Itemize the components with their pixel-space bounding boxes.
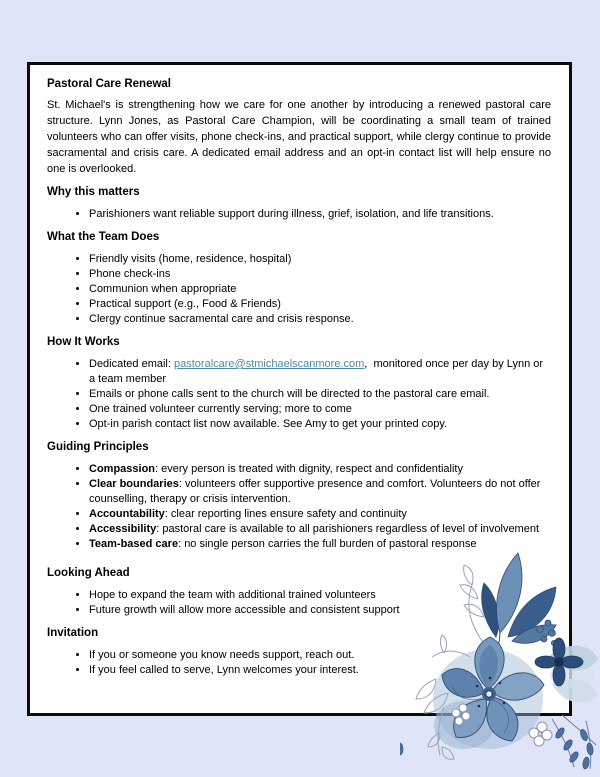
section-heading-looking-ahead: Looking Ahead: [47, 567, 130, 579]
list-item: • Team-based care: no single person carries the full burden of pastoral response: [89, 537, 551, 552]
bullet-list-guiding-principles: [47, 462, 551, 552]
bullet-list-why-this-matters: [47, 207, 551, 222]
list-item: • Clergy continue sacramental care and crisis response.: [89, 312, 551, 327]
section-invitation: [47, 626, 551, 678]
bullet-lead-in: Accessibility: [89, 523, 157, 535]
list-item: • Phone check-ins: [89, 267, 551, 282]
section-why-this-matters: [47, 185, 551, 222]
bullet-list-what-the-team-does: [47, 252, 551, 327]
list-item: • Future growth will allow more accessible and consistent support: [89, 603, 551, 618]
list-item: • Practical support (e.g., Food & Friends): [89, 297, 551, 312]
list-item: • Accessibility: pastoral care is available to all parishioners regardless of level of involvement: [89, 522, 551, 537]
section-what-the-team-does: [47, 230, 551, 327]
list-item: • If you or someone you know needs support, reach out.: [89, 648, 551, 663]
page-title: Pastoral Care Renewal: [47, 78, 172, 90]
intro-paragraph: St. Michael's is strengthening how we care for one another by introducing a renewed pastoral care structure. Lynn Jones, as Pastoral Care Champion, will be coordinating a small team of trained volunteers who can offer visits, phone check-ins, and practical support, while clergy continue to provide sacramental and crisis care. A dedicated email address and an opt-in contact list will help ensure no one is overlooked.: [47, 99, 551, 175]
bullet-lead-in: Compassion: [89, 463, 156, 475]
section-heading-guiding-principles: Guiding Principles: [47, 441, 149, 453]
list-item: • One trained volunteer currently serving; more to come: [89, 402, 551, 417]
bullet-list-how-it-works: [47, 357, 551, 432]
email-link[interactable]: pastoralcare@stmichaelscanmore.com: [174, 358, 365, 370]
section-heading-how-it-works: How It Works: [47, 336, 120, 348]
bullet-list-invitation: [47, 648, 551, 678]
list-item: • Compassion: every person is treated with dignity, respect and confidentiality: [89, 462, 551, 477]
list-item: • Parishioners want reliable support during illness, grief, isolation, and life transitions.: [89, 207, 551, 222]
list-item: • If you feel called to serve, Lynn welcomes your interest.: [89, 663, 551, 678]
list-item: • Friendly visits (home, residence, hospital): [89, 252, 551, 267]
list-item: • Clear boundaries: volunteers offer supportive presence and comfort. Volunteers do not offer counselling, therapy or crisis intervention.: [89, 477, 551, 507]
list-item: • Opt-in parish contact list now available. See Amy to get your printed copy.: [89, 417, 551, 432]
list-item: • Dedicated email: pastoralcare@stmichaelscanmore.com, monitored once per day by Lynn or a team member: [89, 357, 551, 387]
section-guiding-principles: [47, 440, 551, 552]
document-card: [27, 62, 572, 716]
section-heading-invitation: Invitation: [47, 627, 99, 639]
bullet-lead-in: Team-based care: [89, 538, 179, 550]
list-item: • Communion when appropriate: [89, 282, 551, 297]
section-looking-ahead: [47, 566, 551, 618]
list-item: • Hope to expand the team with additional trained volunteers: [89, 588, 551, 603]
bullet-list-looking-ahead: [47, 588, 551, 618]
sections: [47, 185, 551, 678]
list-item: • Accountability: clear reporting lines ensure safety and continuity: [89, 507, 551, 522]
section-heading-what-the-team-does: What the Team Does: [47, 231, 160, 243]
bullet-lead-in: Accountability: [89, 508, 165, 520]
section-heading-why-this-matters: Why this matters: [47, 186, 140, 198]
section-how-it-works: [47, 335, 551, 432]
bullet-lead-in: Clear boundaries: [89, 478, 179, 490]
list-item: • Emails or phone calls sent to the church will be directed to the pastoral care email.: [89, 387, 551, 402]
